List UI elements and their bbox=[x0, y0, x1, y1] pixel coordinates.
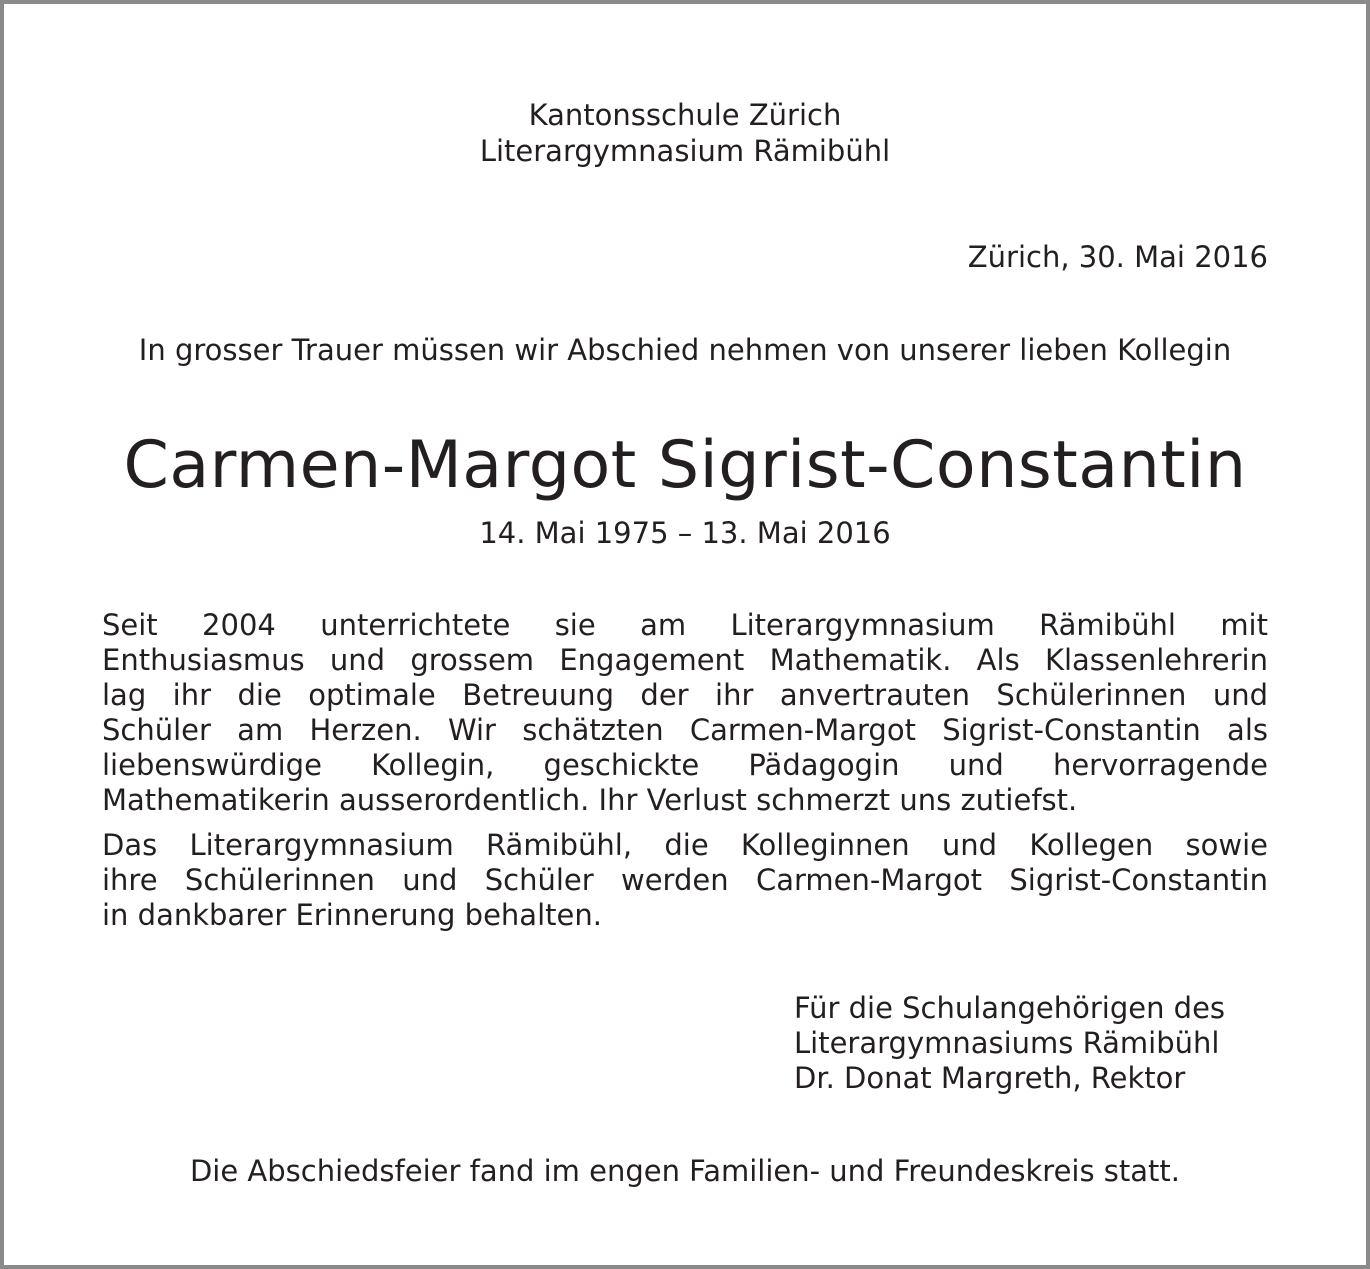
school-name: Kantonsschule Zürich bbox=[528, 98, 842, 132]
paragraph-line: Enthusiasmus und grossem Engagement Mathematik. Als Klassenlehrerin bbox=[102, 643, 1268, 677]
paragraph-line: Schüler am Herzen. Wir schätzten Carmen-Margot Sigrist-Constantin als bbox=[102, 713, 1268, 747]
paragraph-line: in dankbarer Erinnerung behalten. bbox=[102, 898, 602, 932]
signature-line: Für die Schulangehörigen des bbox=[794, 991, 1226, 1025]
footer-note: Die Abschiedsfeier fand im engen Familien- und Freundeskreis statt. bbox=[189, 1154, 1181, 1188]
place-date: Zürich, 30. Mai 2016 bbox=[967, 240, 1268, 274]
paragraph-tribute bbox=[102, 608, 1268, 818]
paragraph-line: liebenswürdige Kollegin, geschickte Pädagogin und hervorragende bbox=[102, 748, 1268, 782]
paragraph-line: ihre Schülerinnen und Schüler werden Carmen-Margot Sigrist-Constantin bbox=[102, 863, 1268, 897]
gymnasium-name: Literargymnasium Rämibühl bbox=[479, 134, 891, 168]
paragraph-line: Mathematikerin ausserordentlich. Ihr Verlust schmerzt uns zutiefst. bbox=[102, 783, 1078, 817]
deceased-name: Carmen-Margot Sigrist-Constantin bbox=[123, 428, 1247, 503]
paragraph-line: lag ihr die optimale Betreuung der ihr anvertrauten Schülerinnen und bbox=[102, 678, 1268, 712]
signature-block bbox=[794, 991, 1225, 1096]
signature-line: Literargymnasiums Rämibühl bbox=[794, 1026, 1220, 1060]
paragraph-line: Das Literargymnasium Rämibühl, die Kolleginnen und Kollegen sowie bbox=[102, 828, 1268, 862]
intro-text: In grosser Trauer müssen wir Abschied nehmen von unserer lieben Kollegin bbox=[138, 333, 1232, 367]
life-dates: 14. Mai 1975 – 13. Mai 2016 bbox=[479, 516, 891, 550]
paragraph-line: Seit 2004 unterrichtete sie am Literargymnasium Rämibühl mit bbox=[102, 608, 1268, 642]
signature-line: Dr. Donat Margreth, Rektor bbox=[794, 1061, 1186, 1095]
paragraph-remembrance bbox=[102, 828, 1268, 933]
